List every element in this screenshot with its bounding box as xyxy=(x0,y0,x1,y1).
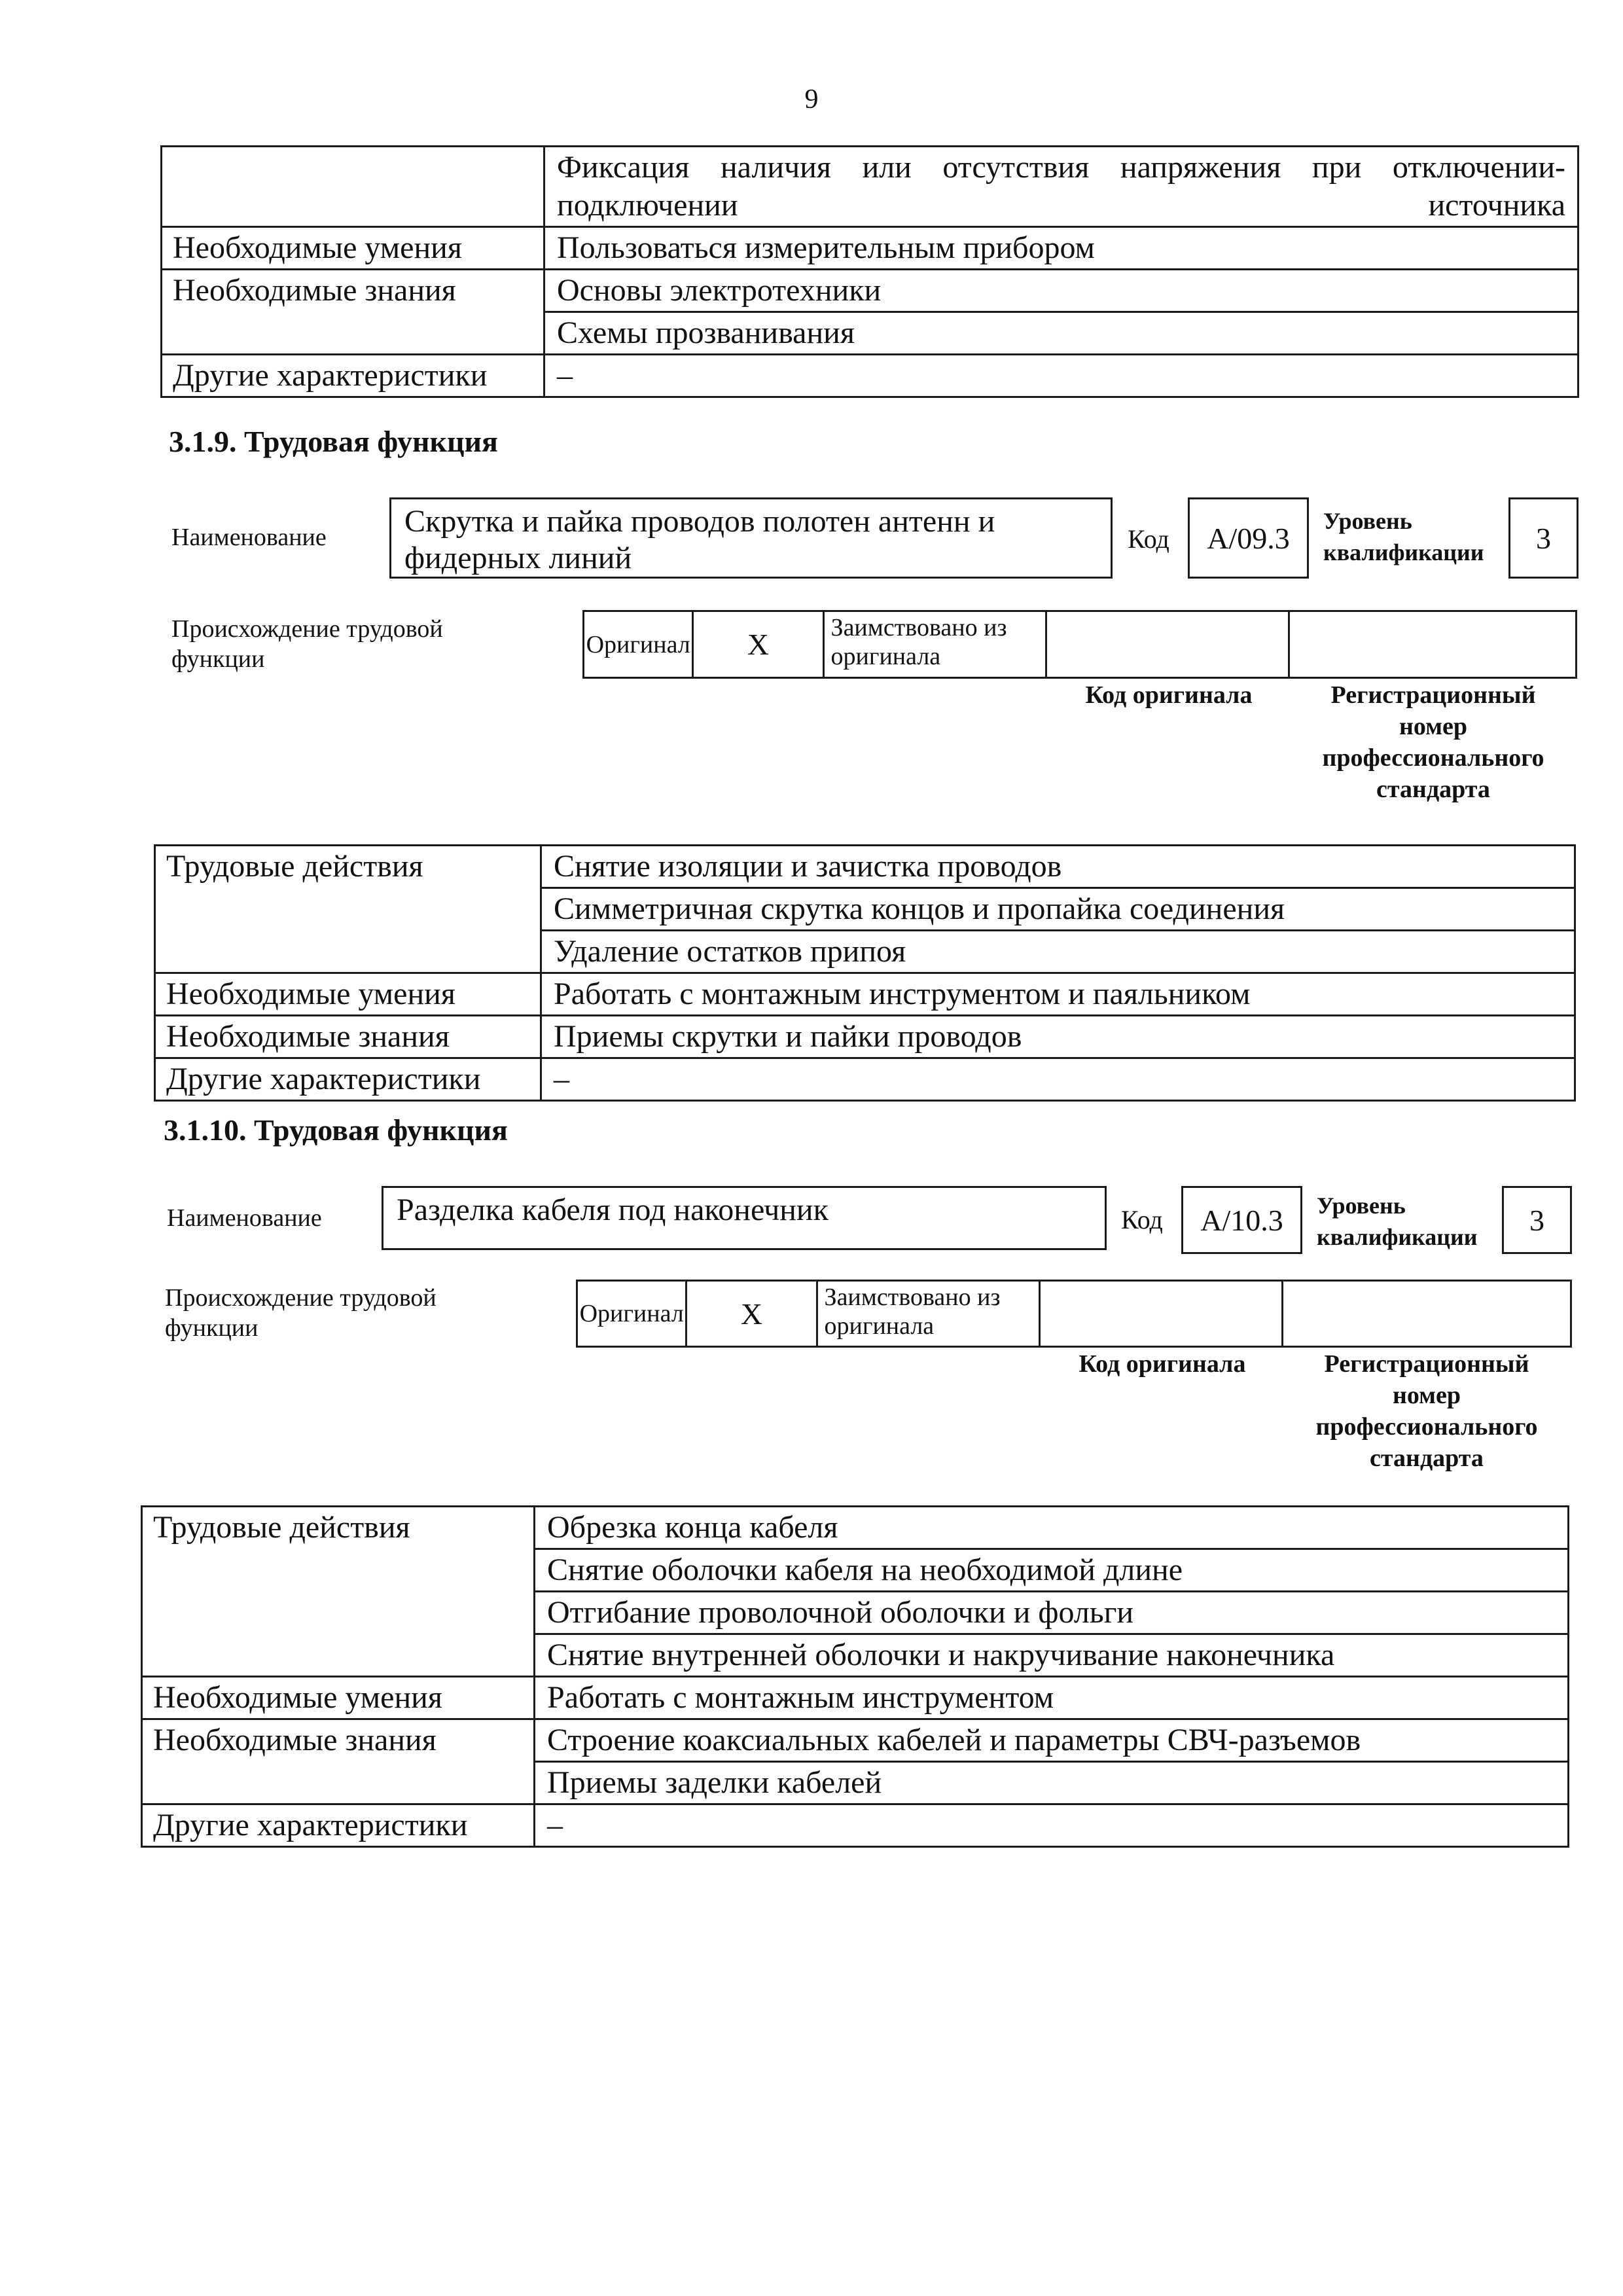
level-label: Уровень квалификации xyxy=(1317,1193,1478,1250)
table-label-cell: Необходимые умения xyxy=(162,227,544,270)
origin-table xyxy=(576,1280,1572,1348)
page-number: 9 xyxy=(804,84,819,115)
table-value-cell: Приемы скрутки и пайки проводов xyxy=(541,1016,1575,1058)
table-value-cell: – xyxy=(544,355,1578,397)
reg-number-cell xyxy=(1283,1282,1570,1346)
table-value-cell: Строение коаксиальных кабелей и параметры СВЧ-разъемов xyxy=(535,1719,1569,1762)
function-name-box: Скрутка и пайка проводов полотен антенн и фидерных линий xyxy=(389,497,1113,579)
table-value-cell: Обрезка конца кабеля xyxy=(535,1507,1569,1549)
code-box: A/09.3 xyxy=(1188,497,1309,579)
table-label-cell: Необходимые умения xyxy=(155,973,541,1016)
borrowed-label: Заимствовано из оригинала xyxy=(818,1282,1041,1346)
table-value-cell: Снятие оболочки кабеля на необходимой длине xyxy=(535,1549,1569,1592)
original-label: Оригинал xyxy=(578,1282,687,1346)
table-label-cell: Трудовые действия xyxy=(155,846,541,888)
origin-label: Происхождение трудовой функции xyxy=(165,1284,437,1342)
function-table xyxy=(154,844,1576,1102)
table-label-cell xyxy=(162,147,544,227)
origin-table xyxy=(582,610,1577,679)
table-value-cell: – xyxy=(541,1058,1575,1101)
table-value-cell: Приемы заделки кабелей xyxy=(535,1762,1569,1804)
code-label: Код xyxy=(1121,1205,1163,1234)
section-heading: 3.1.9. Трудовая функция xyxy=(169,425,498,458)
level-box: 3 xyxy=(1502,1186,1572,1254)
level-box: 3 xyxy=(1508,497,1578,579)
origin-label: Происхождение трудовой функции xyxy=(171,615,443,673)
borrowed-label: Заимствовано из оригинала xyxy=(825,612,1048,677)
code-original-cell xyxy=(1041,1282,1283,1346)
original-label: Оригинал xyxy=(584,612,694,677)
table-label-cell: Другие характеристики xyxy=(142,1804,535,1847)
table-value-cell: Работать с монтажным инструментом и паяльником xyxy=(541,973,1575,1016)
section-heading: 3.1.10. Трудовая функция xyxy=(164,1113,508,1147)
level-label: Уровень квалификации xyxy=(1323,508,1484,565)
table-value-cell: Пользоваться измерительным прибором xyxy=(544,227,1578,270)
table-value-cell: Симметричная скрутка концов и пропайка соединения xyxy=(541,888,1575,931)
table-label-cell xyxy=(155,888,541,931)
table-label-cell xyxy=(162,312,544,355)
function-name-box: Разделка кабеля под наконечник xyxy=(382,1186,1107,1250)
table-value-cell: Снятие изоляции и зачистка проводов xyxy=(541,846,1575,888)
name-label: Наименование xyxy=(171,524,327,551)
original-mark: X xyxy=(694,612,824,677)
table-label-cell xyxy=(142,1592,535,1634)
table-label-cell xyxy=(155,931,541,973)
table-value-cell: Снятие внутренней оболочки и накручивание наконечника xyxy=(535,1634,1569,1677)
table-value-cell: Отгибание проволочной оболочки и фольги xyxy=(535,1592,1569,1634)
table-label-cell: Необходимые умения xyxy=(142,1677,535,1719)
table-label-cell xyxy=(142,1634,535,1677)
code-original-caption: Код оригинала xyxy=(1085,681,1253,709)
table-value-cell: Основы электротехники xyxy=(544,270,1578,312)
name-label: Наименование xyxy=(167,1204,322,1232)
code-original-cell xyxy=(1047,612,1290,677)
table-label-cell: Другие характеристики xyxy=(162,355,544,397)
code-box: A/10.3 xyxy=(1181,1186,1302,1254)
table-label-cell: Другие характеристики xyxy=(155,1058,541,1101)
table-value-cell: Удаление остатков припоя xyxy=(541,931,1575,973)
top-function-table xyxy=(160,145,1579,398)
reg-number-caption: Регистрационный номер профессионального стандарта xyxy=(1322,681,1544,803)
table-label-cell: Трудовые действия xyxy=(142,1507,535,1549)
table-label-cell: Необходимые знания xyxy=(155,1016,541,1058)
original-mark: X xyxy=(687,1282,817,1346)
code-label: Код xyxy=(1128,524,1169,554)
function-table xyxy=(141,1505,1569,1848)
table-label-cell: Необходимые знания xyxy=(142,1719,535,1762)
table-label-cell: Необходимые знания xyxy=(162,270,544,312)
table-value-cell: Работать с монтажным инструментом xyxy=(535,1677,1569,1719)
reg-number-caption: Регистрационный номер профессионального стандарта xyxy=(1315,1350,1538,1472)
table-value-cell: Фиксация наличия или отсутствия напряжения при отключении-подключении источника xyxy=(544,147,1578,227)
table-label-cell xyxy=(142,1549,535,1592)
reg-number-cell xyxy=(1290,612,1575,677)
code-original-caption: Код оригинала xyxy=(1079,1350,1246,1378)
table-label-cell xyxy=(142,1762,535,1804)
table-value-cell: – xyxy=(535,1804,1569,1847)
table-value-cell: Схемы прозванивания xyxy=(544,312,1578,355)
